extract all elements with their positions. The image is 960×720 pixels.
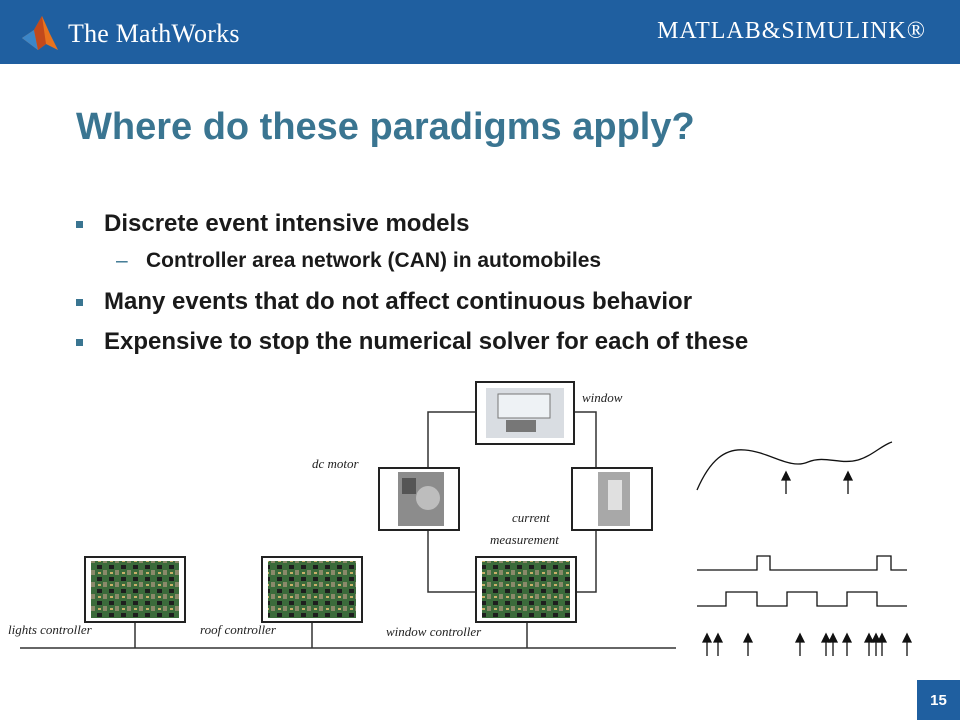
event-arrows <box>703 634 911 656</box>
window-controller-caption: window controller <box>386 624 482 639</box>
sub-bullet-text: Controller area network (CAN) in automobiles <box>146 249 602 272</box>
current-sensor-photo <box>572 468 652 530</box>
bullet-text: Discrete event intensive models <box>104 210 470 237</box>
slide-title: Where do these paradigms apply? <box>76 106 695 148</box>
lights-controller-board <box>85 557 185 622</box>
dc-motor-photo <box>379 468 459 530</box>
window-photo <box>476 382 574 444</box>
can-bus <box>20 622 676 648</box>
bullet-text: Expensive to stop the numerical solver for each of these <box>104 328 749 355</box>
sub-bullet-dash-icon: – <box>116 249 128 272</box>
discrete-pulse-plot <box>697 556 907 606</box>
window-caption: window <box>582 390 623 405</box>
measurement-caption: measurement <box>490 532 559 547</box>
page-number: 15 <box>917 680 960 720</box>
company-name: The MathWorks <box>68 19 240 48</box>
roof-controller-board <box>262 557 362 622</box>
bullet-text: Many events that do not affect continuous behavior <box>104 288 693 315</box>
product-logo-text: MATLAB&SIMULINK® <box>657 18 926 44</box>
roof-controller-caption: roof controller <box>200 622 276 637</box>
window-controller-board <box>476 557 576 622</box>
lights-controller-caption: lights controller <box>8 622 92 637</box>
continuous-signal-plot <box>697 442 892 494</box>
current-caption: current <box>512 510 550 525</box>
dc-motor-caption: dc motor <box>312 456 359 471</box>
